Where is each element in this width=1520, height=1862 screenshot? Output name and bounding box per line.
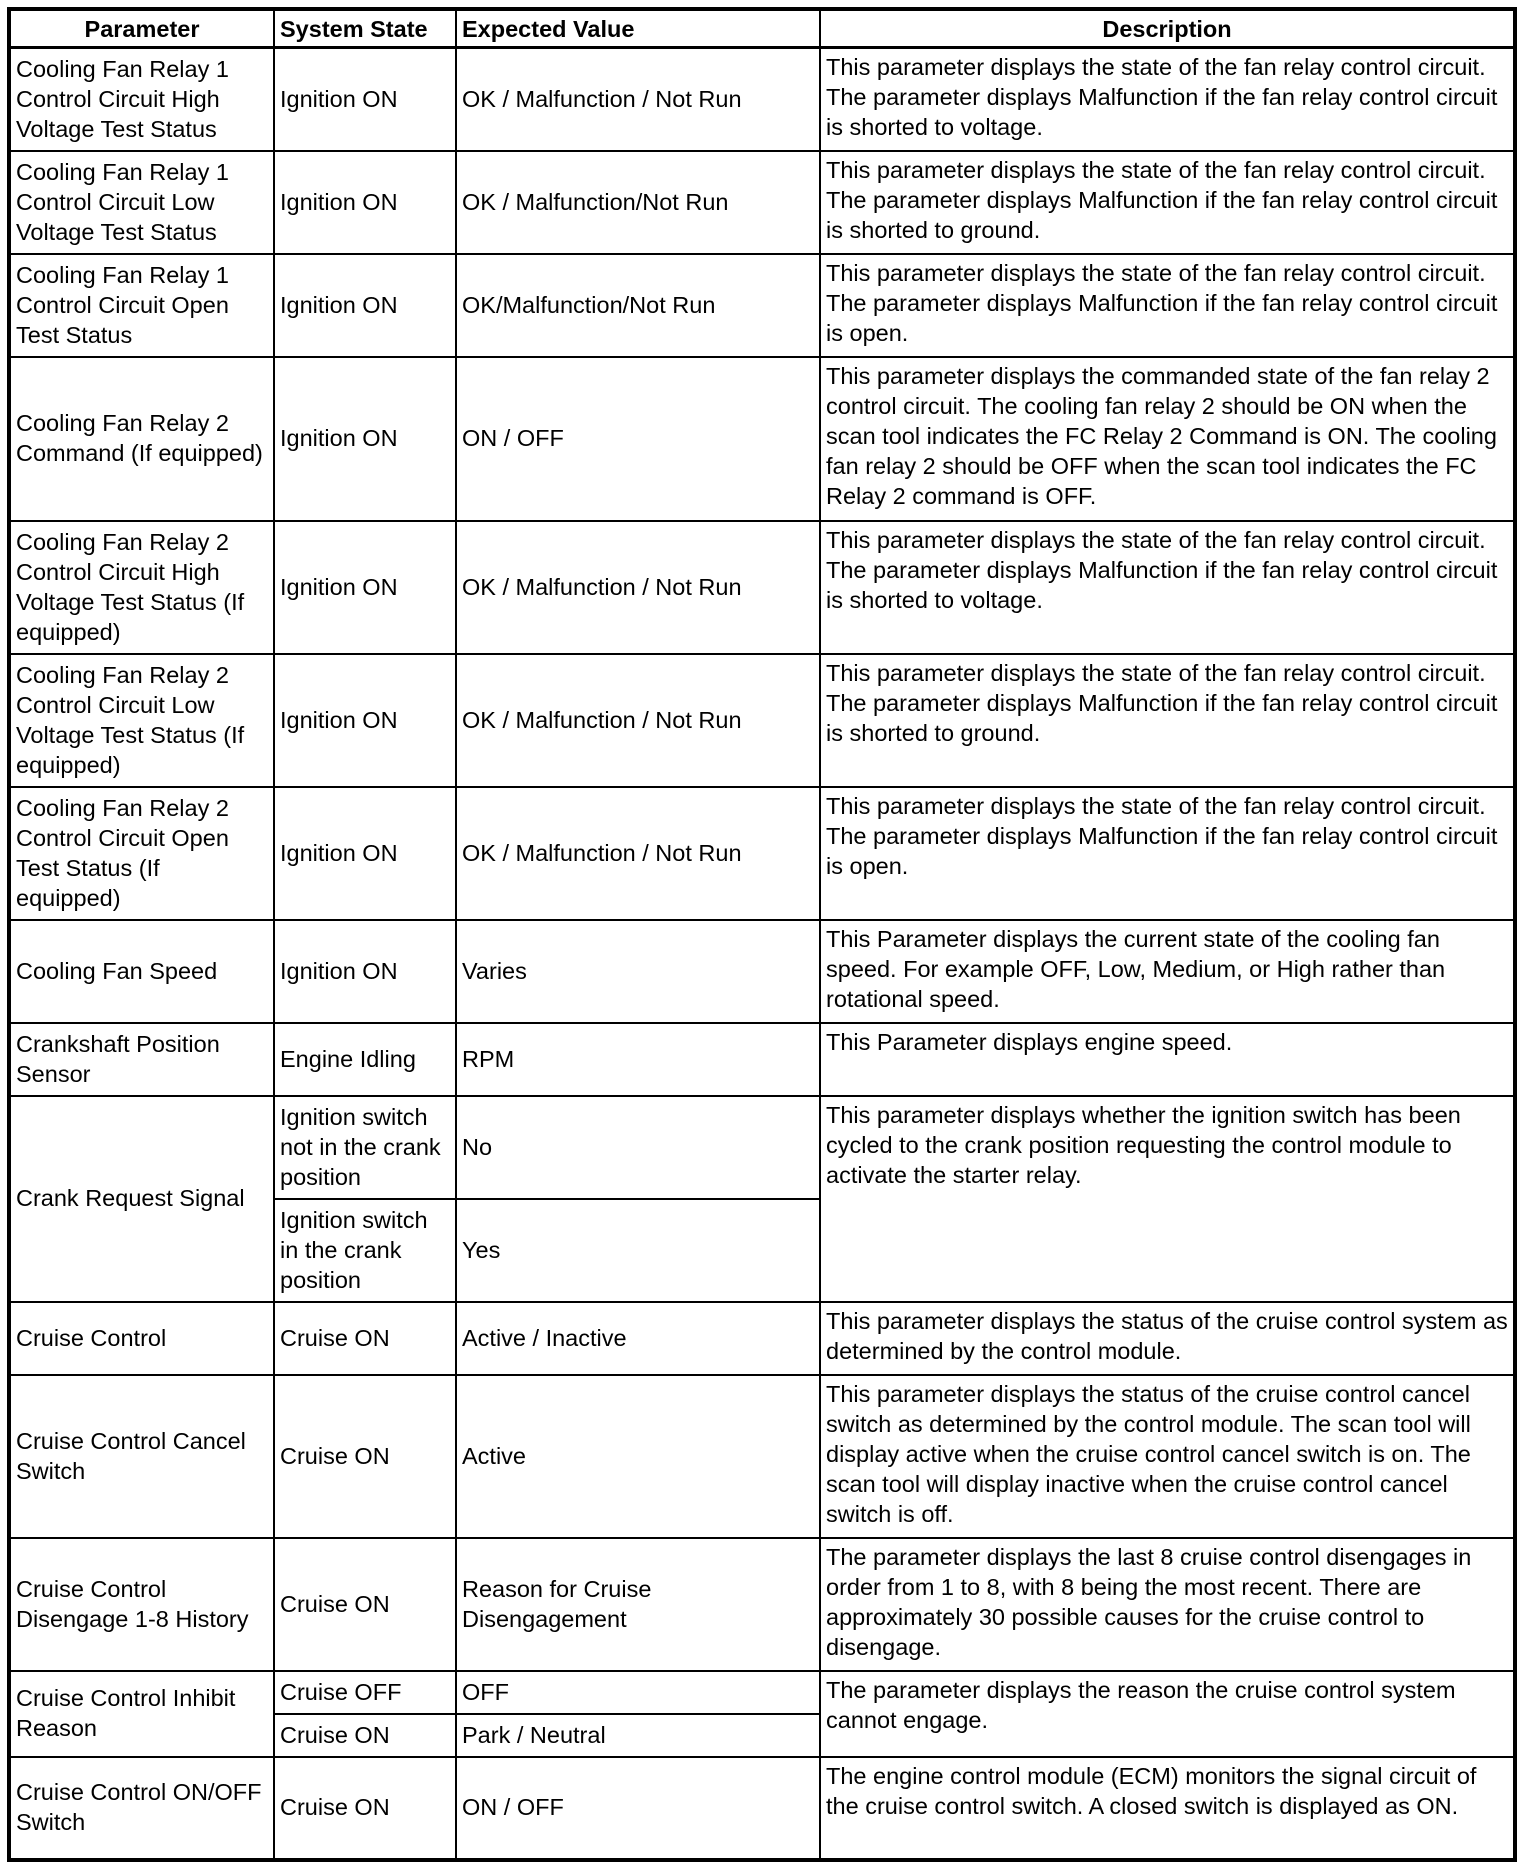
cell-parameter: Cooling Fan Relay 2 Control Circuit High Voltage Test Status (If equipped)	[9, 521, 274, 654]
table-row	[9, 1375, 1515, 1538]
cell-system-state: Ignition ON	[274, 521, 456, 654]
cell-parameter: Cooling Fan Speed	[9, 920, 274, 1023]
cell-parameter: Cooling Fan Relay 1 Control Circuit High Voltage Test Status	[9, 48, 274, 151]
cell-expected-value: ON / OFF	[456, 1757, 820, 1860]
table-row	[9, 48, 1515, 151]
table-row	[9, 1023, 1515, 1096]
cell-expected-value: OK / Malfunction / Not Run	[456, 654, 820, 787]
cell-system-state: Engine Idling	[274, 1023, 456, 1096]
header-system-state: System State	[274, 9, 456, 48]
cell-expected-value: RPM	[456, 1023, 820, 1096]
cell-expected-value: Active / Inactive	[456, 1302, 820, 1375]
cell-expected-value: ON / OFF	[456, 357, 820, 521]
cell-parameter: Cooling Fan Relay 2 Control Circuit Low Voltage Test Status (If equipped)	[9, 654, 274, 787]
table-row	[9, 1096, 1515, 1199]
cell-description: This parameter displays the state of the fan relay control circuit. The parameter displays Malfunction if the fan relay control circuit is shorted to voltage.	[820, 521, 1515, 654]
cell-description: This parameter displays the state of the fan relay control circuit. The parameter displays Malfunction if the fan relay control circuit is shorted to ground.	[820, 151, 1515, 254]
cell-parameter: Cooling Fan Relay 1 Control Circuit Low Voltage Test Status	[9, 151, 274, 254]
cell-expected-value: OK / Malfunction / Not Run	[456, 787, 820, 920]
table-row	[9, 920, 1515, 1023]
cell-parameter: Crankshaft Position Sensor	[9, 1023, 274, 1096]
cell-system-state: Cruise ON	[274, 1302, 456, 1375]
cell-description: This Parameter displays the current state of the cooling fan speed. For example OFF, Low, Medium, or High rather than rotational speed.	[820, 920, 1515, 1023]
cell-description: This parameter displays the state of the fan relay control circuit. The parameter displays Malfunction if the fan relay control circuit is shorted to voltage.	[820, 48, 1515, 151]
table-row	[9, 357, 1515, 521]
table-row	[9, 1671, 1515, 1714]
cell-description: This Parameter displays engine speed.	[820, 1023, 1515, 1096]
table-row	[9, 1302, 1515, 1375]
cell-expected-value: Yes	[456, 1199, 820, 1302]
table-row	[9, 151, 1515, 254]
cell-expected-value: Active	[456, 1375, 820, 1538]
header-row	[9, 9, 1515, 48]
cell-parameter: Cruise Control ON/OFF Switch	[9, 1757, 274, 1860]
table-row	[9, 521, 1515, 654]
cell-expected-value: Reason for Cruise Disengagement	[456, 1538, 820, 1671]
cell-description: This parameter displays the state of the fan relay control circuit. The parameter displays Malfunction if the fan relay control circuit is open.	[820, 254, 1515, 357]
cell-system-state: Cruise ON	[274, 1757, 456, 1860]
table-row	[9, 654, 1515, 787]
cell-parameter: Cruise Control	[9, 1302, 274, 1375]
cell-description: The engine control module (ECM) monitors the signal circuit of the cruise control switch. A closed switch is displayed as ON.	[820, 1757, 1515, 1860]
cell-parameter: Cruise Control Disengage 1-8 History	[9, 1538, 274, 1671]
cell-expected-value: Varies	[456, 920, 820, 1023]
table-row	[9, 1538, 1515, 1671]
cell-system-state: Cruise ON	[274, 1375, 456, 1538]
cell-system-state: Ignition ON	[274, 254, 456, 357]
cell-expected-value: OK/Malfunction/Not Run	[456, 254, 820, 357]
cell-description: The parameter displays the last 8 cruise control disengages in order from 1 to 8, with 8 being the most recent. There are approximately 30 possible causes for the cruise control to disengage.	[820, 1538, 1515, 1671]
parameter-table	[7, 7, 1517, 1862]
cell-system-state: Cruise ON	[274, 1714, 456, 1757]
cell-system-state: Ignition ON	[274, 787, 456, 920]
header-parameter: Parameter	[9, 9, 274, 48]
cell-system-state: Ignition ON	[274, 920, 456, 1023]
cell-expected-value: OK / Malfunction / Not Run	[456, 48, 820, 151]
table-row	[9, 1757, 1515, 1860]
cell-parameter: Cooling Fan Relay 2 Command (If equipped)	[9, 357, 274, 521]
cell-expected-value: Park / Neutral	[456, 1714, 820, 1757]
cell-system-state: Cruise OFF	[274, 1671, 456, 1714]
cell-description: This parameter displays the commanded state of the fan relay 2 control circuit. The cooling fan relay 2 should be ON when the scan tool indicates the FC Relay 2 Command is ON. The cooling fan relay 2 should be OFF when the scan tool indicates the FC Relay 2 command is OFF.	[820, 357, 1515, 521]
table-row	[9, 254, 1515, 357]
cell-parameter: Cruise Control Inhibit Reason	[9, 1671, 274, 1757]
cell-system-state: Ignition ON	[274, 654, 456, 787]
cell-expected-value: OK / Malfunction/Not Run	[456, 151, 820, 254]
cell-system-state: Ignition ON	[274, 48, 456, 151]
cell-expected-value: OK / Malfunction / Not Run	[456, 521, 820, 654]
cell-parameter: Cooling Fan Relay 1 Control Circuit Open Test Status	[9, 254, 274, 357]
cell-description: This parameter displays the status of the cruise control system as determined by the control module.	[820, 1302, 1515, 1375]
header-description: Description	[820, 9, 1515, 48]
cell-system-state: Ignition switch not in the crank position	[274, 1096, 456, 1199]
cell-system-state: Ignition ON	[274, 151, 456, 254]
cell-parameter: Crank Request Signal	[9, 1096, 274, 1302]
cell-system-state: Ignition ON	[274, 357, 456, 521]
table-row	[9, 787, 1515, 920]
cell-expected-value: OFF	[456, 1671, 820, 1714]
cell-expected-value: No	[456, 1096, 820, 1199]
cell-parameter: Cooling Fan Relay 2 Control Circuit Open Test Status (If equipped)	[9, 787, 274, 920]
parameter-table-sheet	[7, 7, 1513, 1862]
cell-description: This parameter displays the state of the fan relay control circuit. The parameter displays Malfunction if the fan relay control circuit is shorted to ground.	[820, 654, 1515, 787]
cell-system-state: Cruise ON	[274, 1538, 456, 1671]
cell-description: This parameter displays whether the ignition switch has been cycled to the crank position requesting the control module to activate the starter relay.	[820, 1096, 1515, 1302]
header-expected-value: Expected Value	[456, 9, 820, 48]
cell-description: The parameter displays the reason the cruise control system cannot engage.	[820, 1671, 1515, 1757]
cell-system-state: Ignition switch in the crank position	[274, 1199, 456, 1302]
cell-description: This parameter displays the status of the cruise control cancel switch as determined by the control module. The scan tool will display active when the cruise control cancel switch is on. The scan tool will display inactive when the cruise control cancel switch is off.	[820, 1375, 1515, 1538]
cell-description: This parameter displays the state of the fan relay control circuit. The parameter displays Malfunction if the fan relay control circuit is open.	[820, 787, 1515, 920]
cell-parameter: Cruise Control Cancel Switch	[9, 1375, 274, 1538]
